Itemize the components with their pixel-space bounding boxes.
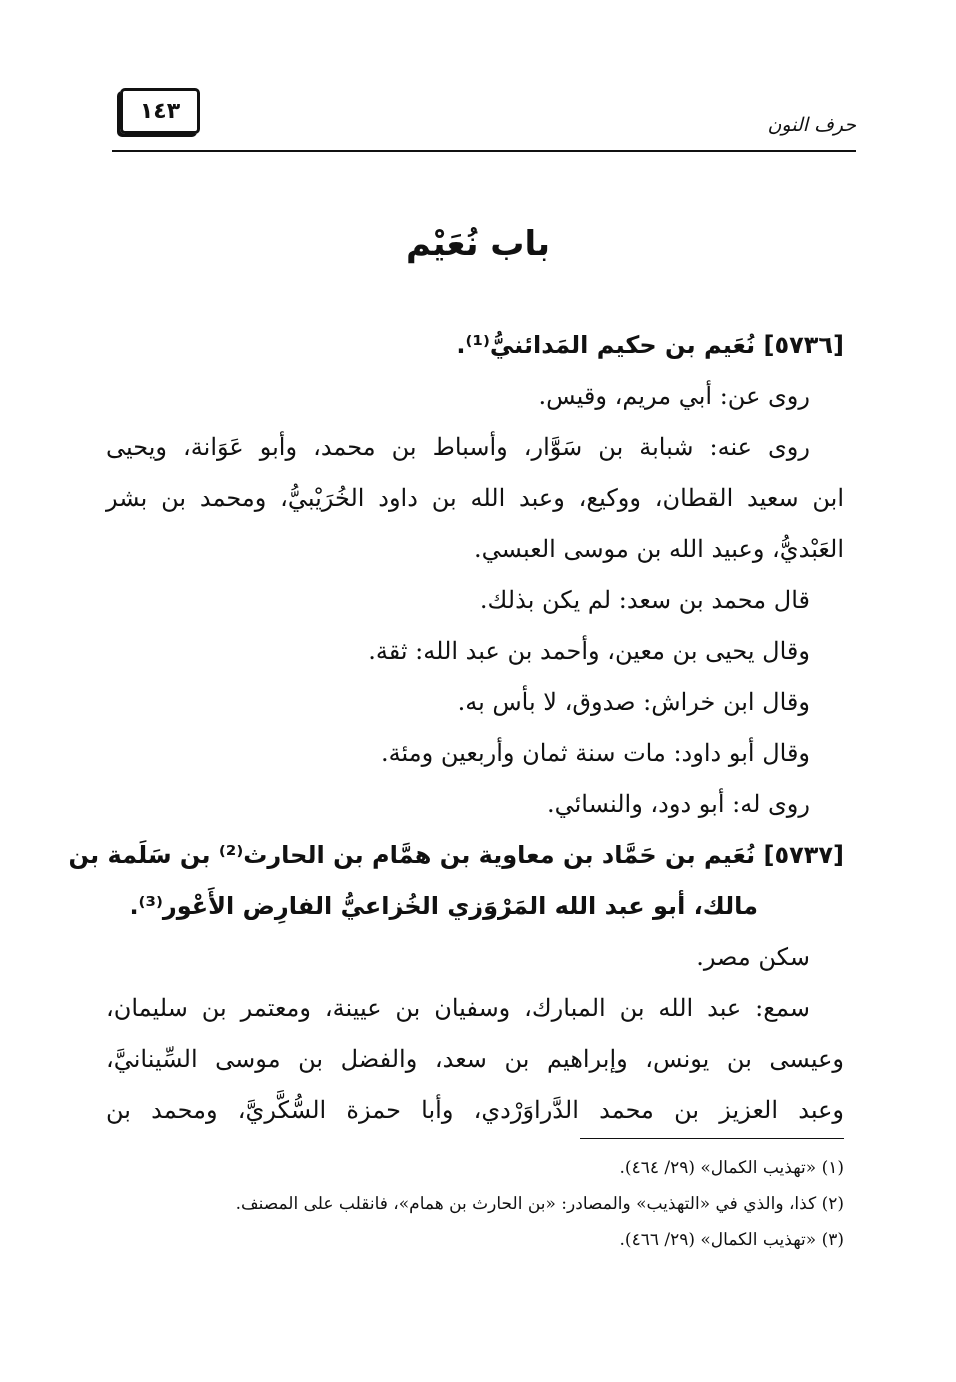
footnotes bbox=[106, 1150, 844, 1258]
text-line: وعبد العزيز بن محمد الدَّراوَرْدي، وأبا حمزة السُّكَّريَّ، ومحمد بن bbox=[106, 1096, 844, 1124]
entry-heading-5737: [٥٧٣٧] نُعَيم بن حَمَّاد بن معاوية بن همَّام بن الحارث⁽²⁾ بن سَلَمة بن bbox=[68, 841, 844, 869]
running-title: حرف النون bbox=[767, 114, 856, 136]
text-line: وعيسى بن يونس، وإبراهيم بن سعد، والفضل بن موسى السِّينانيَّ، bbox=[106, 1045, 844, 1073]
text-line: روى له: أبو دود، والنسائي. bbox=[546, 790, 810, 818]
text-line: العَبْديُّ، وعبيد الله بن موسى العبسي. bbox=[473, 535, 844, 563]
page-number: ١٤٣ bbox=[120, 88, 200, 134]
text-line: وقال أبو داود: مات سنة ثمان وأربعين ومئة. bbox=[381, 739, 810, 767]
header-rule bbox=[112, 150, 856, 152]
footnote-3: (٣) «تهذيب الكمال» (٢٩/ ٤٦٦). bbox=[619, 1230, 844, 1250]
text-line: سمع: عبد الله بن المبارك، وسفيان بن عيينة، ومعتمر بن سليمان، bbox=[106, 994, 810, 1022]
footnote-2: (٢) كذا، والذي في «التهذيب» والمصادر: «بن الحارث بن همام»، فانقلب على المصنف. bbox=[235, 1194, 844, 1214]
entry-heading-continuation: مالك، أبو عبد الله المَرْوَزي الخُزاعيُّ الفارِض الأَعْور⁽³⁾. bbox=[129, 892, 758, 920]
chapter-title: باب نُعَيْم bbox=[405, 224, 551, 264]
text-line: ابن سعيد القطان، ووكيع، وعبد الله بن داود الخُرَيْبيُّ، ومحمد بن بشر bbox=[106, 484, 844, 512]
footnote-rule bbox=[580, 1138, 844, 1139]
text-line: قال محمد بن سعد: لم يكن بذلك. bbox=[479, 586, 810, 614]
page-header bbox=[112, 88, 856, 152]
body-text bbox=[68, 320, 844, 1136]
entry-heading-5736: [٥٧٣٦] نُعَيم بن حكيم المَدائنيُّ⁽¹⁾. bbox=[456, 331, 844, 359]
text-line: سكن مصر. bbox=[696, 943, 810, 971]
text-line: وقال ابن خراش: صدوق، لا بأس به. bbox=[457, 688, 810, 716]
text-line: وقال يحيى بن معين، وأحمد بن عبد الله: ثقة. bbox=[368, 637, 810, 665]
text-line: روى عن: أبي مريم، وقيس. bbox=[538, 382, 810, 410]
footnote-1: (١) «تهذيب الكمال» (٢٩/ ٤٦٤). bbox=[619, 1158, 844, 1178]
text-line: روى عنه: شبابة بن سَوَّار، وأسباط بن محمد، وأبو عَوَانة، ويحيى bbox=[106, 433, 810, 461]
